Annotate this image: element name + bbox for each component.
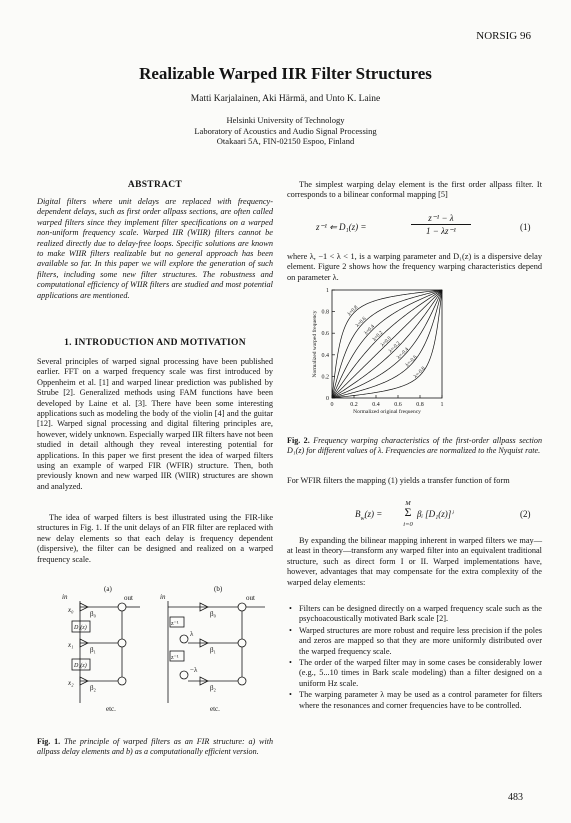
y-tick-label: 0.4 <box>321 352 329 359</box>
caption-label: Fig. 1. <box>37 737 61 746</box>
abstract-heading: ABSTRACT <box>127 180 183 190</box>
eq1-fraction-bar <box>411 224 471 225</box>
list-item: • Filters can be designed directly on a warped frequency scale such as the psychoacoustically motivated Bark scale [2]. <box>287 604 542 625</box>
curve-label: λ=0.8 <box>346 304 360 318</box>
list-item: • The order of the warped filter may in some cases be considerably lower (e.g., 5...10 times in Bark scale modeling) than a filter designed on a uniform Hz scale. <box>287 658 542 689</box>
fig1-x1-label: x₁ <box>68 641 74 649</box>
fig1-x0-label: x₀ <box>68 606 74 614</box>
abstract-text: Digital filters where unit delays are replaced with frequency-dependent delays, such as first order allpass sections, are often called warped filters since they implement filter specifications on a warped non-uniform frequency scale. Warped IIR (WIIR) filters cannot be realized directly due to delay-free loops. Specific solutions are known to make WIIR filters realizable but no general approach has been available so far. In this paper we will explore the generation of such filters, including some new filter structures. The robustness and computational efficiency of WIIR filters are studied and most potential applications are mentioned. <box>37 197 273 300</box>
affiliation-line: Helsinki University of Technology <box>226 115 345 125</box>
fig1-beta1: β₁ <box>210 646 217 654</box>
fig1-beta2: β₂ <box>90 684 97 692</box>
eq2-b: B <box>355 509 361 519</box>
figure-1-diagram <box>60 583 280 723</box>
fig1-label-a: (a) <box>104 585 112 593</box>
curve-label: λ=-0.4 <box>396 346 410 361</box>
eq2-sigma: Σ <box>404 505 412 519</box>
x-tick-label: 0.6 <box>394 402 402 408</box>
list-item: • Warped structures are more robust and require less precision if the poles and zeros are mapped so that they are more uniformly distributed over the warped frequency scale. <box>287 626 542 657</box>
x-tick-label: 0 <box>330 402 334 408</box>
x-tick-label: 0.2 <box>350 402 358 408</box>
fig1-zinv-block: z⁻¹ <box>171 621 179 627</box>
fig1-label-b: (b) <box>214 585 223 593</box>
page-number: 483 <box>508 792 523 803</box>
fig1-d-block: D₁(z) <box>74 625 87 631</box>
body-paragraph: Several principles of warped signal processing have been published earlier. FFT on a warped frequency scale was first introduced by Oppenheim et al. [1] and warped linear prediction was published by Strube [2]. Generalized methods using FAM functions have been developed by Laine et al. [3]. There have been some interesting applications such as modeling the body of the violin [4] and the guitar [12]. Warped signal processing and digital filtering principles are, however, widely unknown. Especially warped IIR filters have not been studied in detail although they reveal interesting potential for applications. In this paper we first present the idea of warped filters using an example of warped FIR (WFIR) structure. Then, both previously known and new warped IIR (WIIR) structures are shown and analyzed. <box>37 357 273 491</box>
body-paragraph: By expanding the bilinear mapping inherent in warped filters we may—at least in theory—transform any warped filter into an equivalent traditional structure, such as direct form I or II. Warped implementations have, however, advantages that may compensate for the extra complexity of the warped delay elements: <box>287 536 542 587</box>
fig1-neglambda: −λ <box>190 666 198 674</box>
fig1-out-label: out <box>246 594 255 602</box>
equation-2 <box>355 500 525 530</box>
fig1-etc: etc. <box>210 705 220 713</box>
curve-label: λ=0.4 <box>363 323 376 337</box>
y-tick-label: 0.6 <box>321 331 329 338</box>
curve-label: λ=0.2 <box>371 329 385 343</box>
list-item: • The warping parameter λ may be used as a control parameter for filters where the resonances and corner frequencies have to be controlled. <box>287 690 542 711</box>
caption-text: The principle of warped filters as an FIR structure: a) with allpass delay elements and b) as a computationally efficient version. <box>37 737 273 757</box>
fig1-in-label: in <box>62 593 68 601</box>
y-tick-label: 0 <box>326 396 329 402</box>
y-tick-label: 0.2 <box>321 374 329 381</box>
caption-label: Fig. 2. <box>287 436 310 445</box>
curve-label: λ=-0.8 <box>412 365 427 380</box>
y-tick-label: 0.8 <box>321 309 329 316</box>
eq2-sub: w <box>360 515 365 522</box>
curve-label: λ=-0.2 <box>387 340 402 355</box>
fig1-beta0: β₀ <box>90 610 97 618</box>
curve-label: λ=-0.6 <box>404 354 419 369</box>
figure-2-caption <box>287 436 542 456</box>
section-heading: 1. INTRODUCTION AND MOTIVATION <box>64 338 246 348</box>
fig1-x2-label: x₂ <box>68 679 74 687</box>
figure-1-caption <box>37 737 273 757</box>
fig1-out-label: out <box>124 594 133 602</box>
fig1-beta2: β₂ <box>210 684 217 692</box>
body-paragraph: The simplest warping delay element is the first order allpass filter. It corresponds to a bilinear conformal mapping [5] <box>287 180 542 200</box>
curve-label: λ=0.6 <box>354 315 368 329</box>
fig1-d-block: D₁(z) <box>74 663 87 669</box>
paper-title: Realizable Warped IIR Filter Structures <box>139 64 432 83</box>
x-axis-label: Normalized original frequency <box>353 409 421 415</box>
fig1-zinv-block: z⁻¹ <box>171 655 179 661</box>
authors: Matti Karjalainen, Aki Härmä, and Unto K. Laine <box>190 94 381 104</box>
eq1-denominator: 1 − λz⁻¹ <box>426 226 456 236</box>
figure-2-chart <box>292 284 542 432</box>
fig1-beta0: β₀ <box>210 610 217 618</box>
caption-text: Frequency warping characteristics of the first-order allpass section D₁(z) for different values of λ. Frequencies are normalized to the Nyquist rate. <box>287 436 542 456</box>
eq2-rest: (z) = <box>364 509 383 519</box>
affiliation-line: Otakaari 5A, FIN-02150 Espoo, Finland <box>216 136 355 146</box>
eq2-sum-top: M <box>405 500 411 507</box>
advantages-list <box>287 604 542 712</box>
x-tick-label: 0.4 <box>372 402 380 408</box>
curve-label: λ=0.0 <box>379 335 393 349</box>
eq1-lhs: z⁻¹ ⇐ D₁(z) = <box>316 222 367 232</box>
eq2-sum-bottom: i=0 <box>403 521 413 528</box>
eq1-numerator: z⁻¹ − λ <box>428 213 454 223</box>
affiliation-line: Laboratory of Acoustics and Audio Signal Processing <box>194 125 377 136</box>
body-paragraph: where λ, −1 < λ < 1, is a warping parameter and D₁(z) is a dispersive delay element. Figure 2 shows how the frequency warping characteristics depend on parameter λ. <box>287 252 542 282</box>
equation-number: (2) <box>520 509 531 519</box>
x-tick-label: 0.8 <box>416 402 424 408</box>
body-paragraph: For WFIR filters the mapping (1) yields a transfer function of form <box>287 476 510 485</box>
fig1-beta1: β₁ <box>90 646 97 654</box>
y-tick-label: 1 <box>326 288 329 294</box>
eq2-body: βᵢ [D₁(z)]ⁱ <box>417 509 453 519</box>
y-axis-label: Normalized warped frequency <box>312 310 318 378</box>
fig1-in-label: in <box>160 593 166 601</box>
conference-header: NORSIG 96 <box>476 30 531 42</box>
body-paragraph: The idea of warped filters is best illustrated using the FIR-like structures in Fig. 1. If the unit delays of an FIR filter are replaced with new delay elements so that each delay is frequency dependent (dispersive), the filter can be designed and realized on a warped frequency scale. <box>37 513 273 564</box>
equation-1 <box>316 213 531 247</box>
equation-number: (1) <box>520 222 531 232</box>
fig1-etc: etc. <box>106 705 116 713</box>
affiliation <box>0 115 571 147</box>
fig1-lambda: λ <box>190 630 194 638</box>
eq2-lhs <box>355 509 382 522</box>
x-tick-label: 1 <box>440 402 444 408</box>
